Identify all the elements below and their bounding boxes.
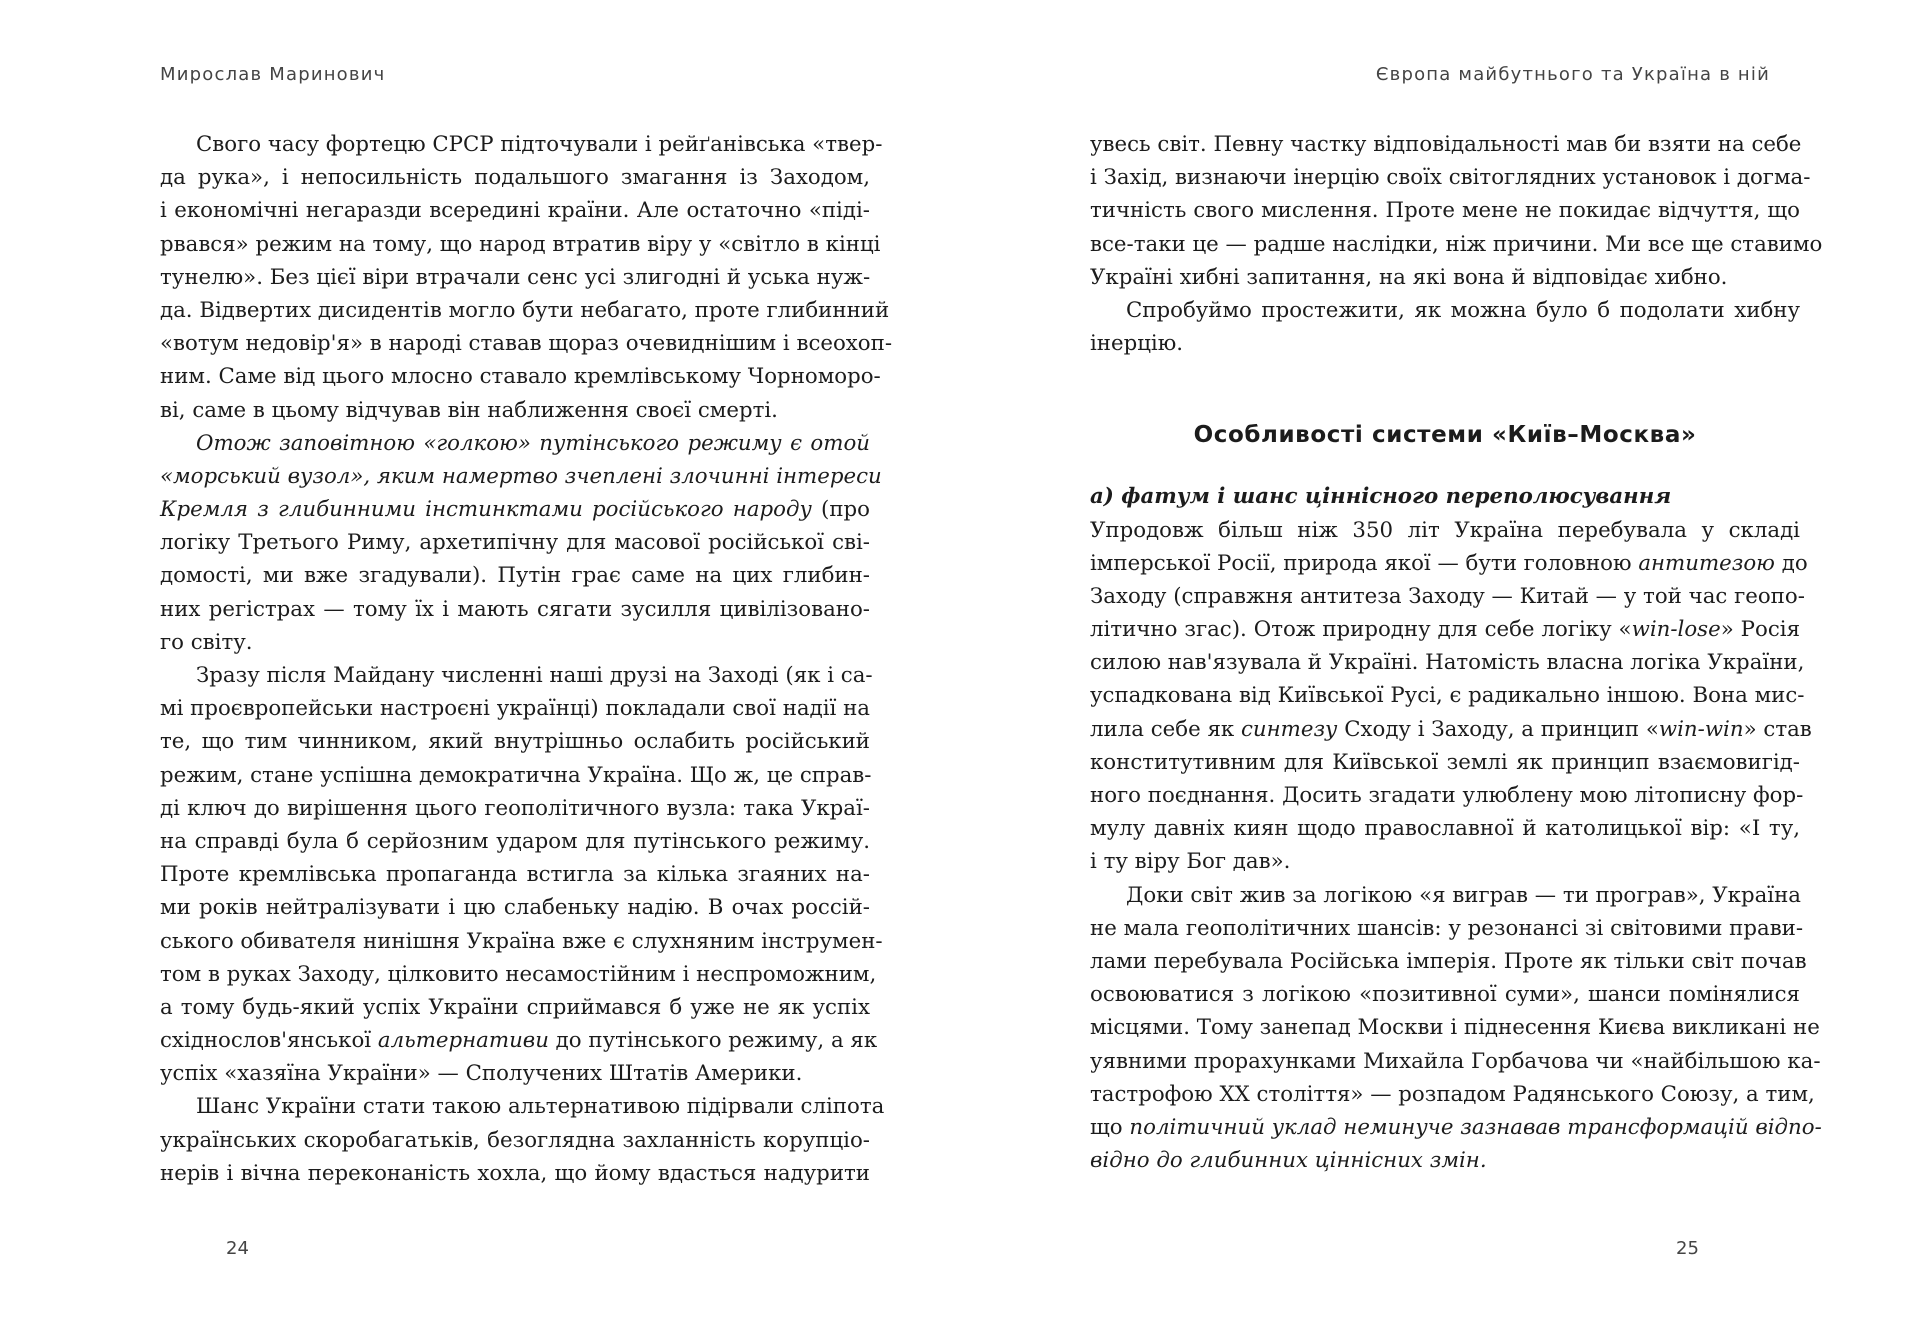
text-run: тичність свого мислення. Проте мене не покидає відчуття, що <box>1090 198 1800 224</box>
text-run: і Захід, визнаючи інерцію своїх світоглядних установок і догма- <box>1090 165 1811 191</box>
text-line <box>1090 128 1800 161</box>
text-line <box>1090 779 1804 812</box>
text-run: ді ключ до вирішення цього геополітичного вузла: така Украї- <box>160 795 870 821</box>
text-run: Доки світ жив за логікою «я виграв — ти програв», Україна <box>1126 882 1801 908</box>
text-run: все-таки це — радше наслідки, ніж причини. Ми все ще ставимо <box>1090 231 1823 257</box>
text-run: лами перебувала Російська імперія. Проте як тільки світ почав <box>1090 948 1807 974</box>
text-line <box>1090 514 1800 547</box>
text-line <box>1090 327 1800 360</box>
right-page <box>960 0 1920 1325</box>
text-line <box>1090 1011 1820 1044</box>
text-line <box>160 858 870 891</box>
text-run: ним. Саме від цього млосно ставало кремлівському Чорноморо- <box>160 364 881 390</box>
text-run: інерцію. <box>1090 331 1184 357</box>
text-run: тунелю». Без цієї віри втрачали сенс усі злигодні й уська нуж- <box>160 264 871 290</box>
text-run: на справді була б серйозним ударом для путінського режиму. <box>160 828 870 854</box>
text-line <box>1090 228 1823 261</box>
italic-text: «морський вузол», яким намертво зчеплені злочинні інтереси <box>160 463 882 489</box>
text-run: «вотум недовір'я» в народі ставав щораз очевиднішим і всеохоп- <box>160 331 893 357</box>
text-line <box>160 1057 870 1090</box>
text-line <box>160 692 870 725</box>
text-run: Сходу і Заходу, а принцип « <box>1337 716 1659 742</box>
text-line <box>160 1157 870 1190</box>
italic-text: win-win <box>1658 716 1744 742</box>
spacer <box>1090 360 1800 418</box>
italic-text: синтезу <box>1240 716 1338 742</box>
text-run: те, що тим чинником, який внутрішньо ослабить російський <box>160 729 870 755</box>
text-line <box>160 991 870 1024</box>
text-line <box>160 1024 878 1057</box>
right-body-text <box>1090 128 1823 1177</box>
intro-paragraphs <box>1090 128 1823 360</box>
text-line <box>160 128 883 161</box>
text-line <box>1090 879 1800 912</box>
text-run: Спробуймо простежити, як можна було б подолати хибну <box>1126 297 1800 323</box>
text-line <box>1090 1111 1822 1144</box>
text-run: Проте кремлівська пропаганда встигла за кілька згаяних на- <box>160 862 870 888</box>
italic-text: відно до глибинних ціннісних змін. <box>1090 1148 1487 1174</box>
running-head-author: Мирослав Маринович <box>160 64 386 85</box>
text-run: ми років нейтралізувати і цю слабеньку надію. В очах россій- <box>160 895 870 921</box>
text-line <box>1090 194 1800 227</box>
text-run: Заходу (справжня антитеза Заходу — Китай — у той час геопо- <box>1090 583 1805 609</box>
text-run: том в руках Заходу, цілковито несамостійним і неспроможним, <box>160 961 877 987</box>
italic-text: антитезою <box>1638 550 1775 576</box>
text-line <box>160 294 890 327</box>
text-run: лила себе як <box>1090 716 1241 742</box>
text-run: домості, ми вже згадували). Путін грає саме на цих глибин- <box>160 563 870 589</box>
text-line <box>160 958 877 991</box>
text-run: рвався» режим на тому, що народ втратив віру у «світло в кінці <box>160 231 881 257</box>
text-line <box>1090 713 1812 746</box>
italic-text: альтернативи <box>377 1028 549 1054</box>
text-line <box>1090 1078 1815 1111</box>
text-run: » став <box>1743 716 1812 742</box>
text-run: » Росія <box>1720 617 1801 643</box>
text-run: до путінського режиму, а як <box>548 1028 878 1054</box>
text-line <box>1090 161 1811 194</box>
text-run: мі проєвропейськи настроєні українці) покладали свої надії на <box>160 696 870 722</box>
italic-text: політичний уклад неминуче зазнавав трансформацій відпо- <box>1129 1114 1822 1140</box>
text-line <box>1090 580 1805 613</box>
italic-text: win-lose <box>1631 617 1721 643</box>
text-line <box>1090 261 1800 294</box>
text-line <box>1090 294 1800 327</box>
text-run: ського обивателя нинішня Україна вже є слухняним інструмен- <box>160 928 883 954</box>
text-run: Шанс України стати такою альтернативою підірвали сліпота <box>196 1094 885 1120</box>
text-line <box>160 1124 870 1157</box>
text-line <box>1090 679 1805 712</box>
text-line <box>1090 646 1805 679</box>
text-run: Упродовж більш ніж 350 літ Україна перебувала у складі <box>1090 517 1800 543</box>
text-line <box>160 228 881 261</box>
running-head-title: Європа майбутнього та Україна в ній <box>1375 64 1770 85</box>
spacer <box>1090 452 1800 480</box>
text-line <box>160 427 870 460</box>
text-run: місцями. Тому занепад Москви і піднесення Києва викликані не <box>1090 1015 1820 1041</box>
text-run: ві, саме в цьому відчував він наближення своєї смерті. <box>160 397 778 423</box>
text-run: ного поєднання. Досить згадати улюблену мою літописну фор- <box>1090 783 1804 808</box>
page-number-right: 25 <box>1676 1238 1699 1259</box>
text-run: конститутивним для Київської землі як принцип взаємовигід- <box>1090 749 1800 775</box>
text-run: нерів і вічна переконаність хохла, що йому вдасться надурити <box>160 1160 870 1186</box>
text-run: тастрофою XX століття» — розпадом Радянського Союзу, а тим, <box>1090 1081 1815 1107</box>
section-subheading: а) фатум і шанс ціннісного переполюсування <box>1090 484 1672 510</box>
text-line <box>160 825 870 858</box>
text-run: а тому будь-який успіх України сприймався б уже не як успіх <box>160 994 870 1020</box>
text-line <box>160 460 882 493</box>
section-heading: Особливості системи «Київ–Москва» <box>1193 422 1697 449</box>
text-line <box>160 161 870 194</box>
text-run: освоюватися з логікою «позитивної суми», шанси помінялися <box>1090 982 1800 1008</box>
text-run: і економічні негаразди всередині країни. Але остаточно «піді- <box>160 198 870 224</box>
text-run: літично згас). Отож природну для себе логіку « <box>1090 617 1632 643</box>
section-paragraphs <box>1090 514 1822 1178</box>
text-line <box>1090 945 1807 978</box>
text-run: і ту віру Бог дав». <box>1090 849 1291 875</box>
text-run: українських скоробагатьків, безоглядна захланність корупціо- <box>160 1127 870 1153</box>
text-line <box>160 327 893 360</box>
text-run: імперської Росії, природа якої — бути головною <box>1090 550 1639 576</box>
text-run: Зразу після Майдану численні наші друзі на Заході (як і са- <box>196 663 873 688</box>
text-line <box>1090 978 1800 1011</box>
text-line <box>160 261 870 294</box>
text-line <box>160 493 870 526</box>
text-run: логіку Третього Риму, архетипічну для масової російської сві- <box>160 530 870 556</box>
text-line <box>160 360 881 393</box>
text-line <box>160 759 870 792</box>
text-run: (про <box>811 497 870 523</box>
text-run: східнослов'янської <box>160 1028 378 1054</box>
text-line <box>160 792 870 825</box>
text-run: Україні хибні запитання, на які вона й відповідає хибно. <box>1090 264 1728 290</box>
text-line <box>1090 746 1800 779</box>
text-run: режим, стане успішна демократична Україна. Що ж, це справ- <box>160 762 872 788</box>
text-run: мулу давніх киян щодо православної й католицької вір: «І ту, <box>1090 816 1800 842</box>
text-run: уявними прорахунками Михайла Горбачова чи «найбільшою ка- <box>1090 1048 1821 1074</box>
text-line <box>160 891 870 924</box>
text-line <box>1090 1045 1821 1078</box>
text-run: го світу. <box>160 629 253 655</box>
text-run: успадкована від Київської Русі, є радикально іншою. Вона мис- <box>1090 683 1805 709</box>
text-run: увесь світ. Певну частку відповідальності мав би взяти на себе <box>1090 132 1802 157</box>
text-run: них регістрах — тому їх і мають сягати зусилля цивілізовано- <box>160 596 870 622</box>
page-number-left: 24 <box>226 1238 249 1259</box>
text-line <box>1090 547 1808 580</box>
text-line <box>160 626 870 659</box>
text-line <box>160 593 870 626</box>
text-line <box>160 725 870 758</box>
text-run: да рука», і непосильність подальшого змагання із Заходом, <box>160 165 870 191</box>
text-line <box>1090 845 1800 878</box>
text-line <box>1090 1144 1800 1177</box>
text-run: да. Відвертих дисидентів могло бути небагато, проте глибинний <box>160 297 890 323</box>
text-line <box>160 659 873 692</box>
text-run: до <box>1774 550 1808 576</box>
italic-text: Отож заповітною «голкою» путінського режиму є отой <box>196 430 870 456</box>
text-run: силою нав'язувала й Україні. Натомість власна логіка України, <box>1090 650 1805 676</box>
text-line <box>160 194 870 227</box>
text-line <box>160 526 870 559</box>
text-line <box>1090 812 1800 845</box>
left-body-text <box>160 128 893 1190</box>
text-line <box>1090 912 1804 945</box>
text-run: що <box>1090 1114 1130 1140</box>
text-run: не мала геополітичних шансів: у резонансі зі світовими прави- <box>1090 915 1804 941</box>
text-line <box>1090 613 1800 646</box>
text-run: Свого часу фортецю СРСР підточували і рейґанівська «твер- <box>196 132 883 157</box>
text-line <box>160 1090 885 1123</box>
italic-text: Кремля з глибинними інстинктами російського народу <box>160 497 812 523</box>
text-line <box>160 394 870 427</box>
text-line <box>160 925 883 958</box>
text-run: успіх «хазяїна України» — Сполучених Штатів Америки. <box>160 1061 803 1087</box>
text-line <box>160 559 870 592</box>
